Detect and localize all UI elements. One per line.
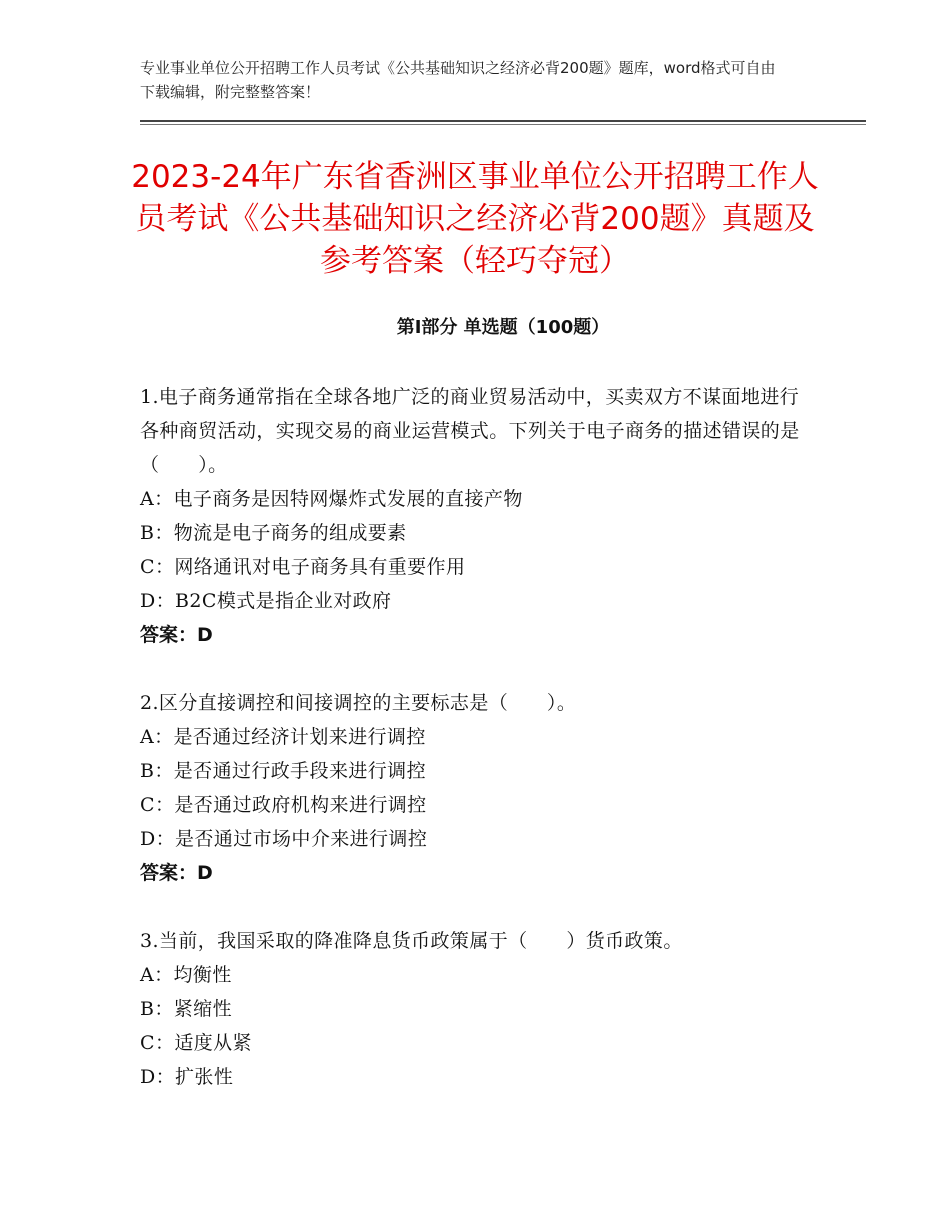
option-d: D：扩张性 bbox=[140, 1066, 234, 1088]
question-stem: 3.当前，我国采取的降准降息货币政策属于（ ）货币政策。 bbox=[140, 930, 683, 952]
answer-label: 答案：D bbox=[140, 862, 213, 884]
option-d: D：B2C模式是指企业对政府 bbox=[140, 590, 392, 612]
option-b: B：紧缩性 bbox=[140, 998, 232, 1020]
question-3 bbox=[140, 924, 800, 1094]
header-divider-thin bbox=[140, 124, 866, 125]
question-2 bbox=[140, 686, 800, 890]
option-a: A：均衡性 bbox=[140, 964, 232, 986]
option-b: B：物流是电子商务的组成要素 bbox=[140, 522, 407, 544]
header-divider bbox=[140, 120, 866, 122]
question-stem: 1.电子商务通常指在全球各地广泛的商业贸易活动中，买卖双方不谋面地进行各种商贸活动，实现交易的商业运营模式。下列关于电子商务的描述错误的是（ ）。 bbox=[140, 386, 800, 476]
option-c: C：适度从紧 bbox=[140, 1032, 252, 1054]
option-a: A：是否通过经济计划来进行调控 bbox=[140, 726, 426, 748]
option-c: C：是否通过政府机构来进行调控 bbox=[140, 794, 427, 816]
option-d: D：是否通过市场中介来进行调控 bbox=[140, 828, 428, 850]
answer-label: 答案：D bbox=[140, 624, 213, 646]
section-heading: 第Ⅰ部分 单选题（100题） bbox=[396, 317, 610, 338]
question-list bbox=[140, 380, 800, 1128]
option-a: A：电子商务是因特网爆炸式发展的直接产物 bbox=[140, 488, 523, 510]
option-c: C：网络通讯对电子商务具有重要作用 bbox=[140, 556, 466, 578]
header-note: 专业事业单位公开招聘工作人员考试《公共基础知识之经济必背200题》题库，word格式可自由下载编辑，附完整整答案！ bbox=[140, 59, 776, 101]
question-stem: 2.区分直接调控和间接调控的主要标志是（ ）。 bbox=[140, 692, 577, 714]
question-1 bbox=[140, 380, 800, 652]
document-title: 2023-24年广东省香洲区事业单位公开招聘工作人员考试《公共基础知识之经济必背200题》真题及参考答案（轻巧夺冠） bbox=[131, 159, 819, 279]
option-b: B：是否通过行政手段来进行调控 bbox=[140, 760, 426, 782]
